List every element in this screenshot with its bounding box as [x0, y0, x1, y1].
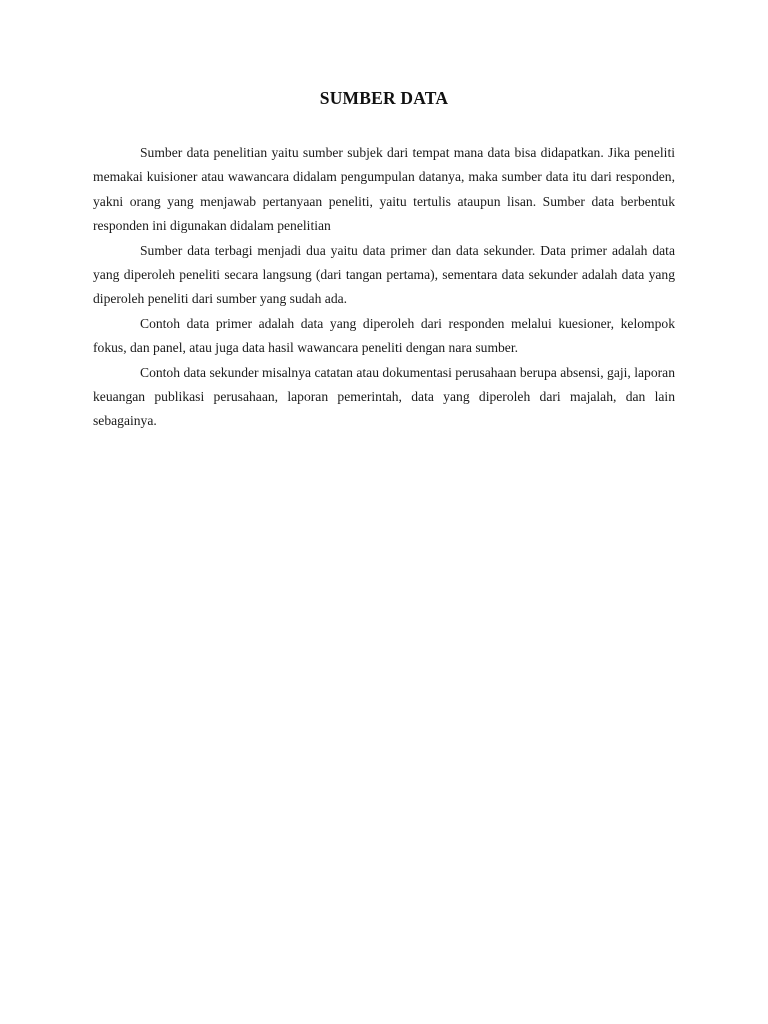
paragraph-contoh-sekunder: Contoh data sekunder misalnya catatan atau dokumentasi perusahaan berupa absensi, gaji, laporan keuangan publikasi perusahaan, laporan pemerintah, data yang diperoleh dari majalah, dan lain sebagainya. [93, 364, 675, 429]
document-body [93, 141, 675, 434]
paragraph-primer-sekunder: Sumber data terbagi menjadi dua yaitu data primer dan data sekunder. Data primer adalah data yang diperoleh peneliti secara langsung (dari tangan pertama), sementara data sekunder adalah data yang diperoleh peneliti dari sumber yang sudah ada. [93, 242, 675, 307]
paragraph-sumber-data-definition: Sumber data penelitian yaitu sumber subjek dari tempat mana data bisa didapatkan. Jika peneliti memakai kuisioner atau wawancara didalam pengumpulan datanya, maka sumber data itu dari responden, yakni orang yang menjawab pertanyaan peneliti, yaitu tertulis ataupun lisan. Sumber data berbentuk responden ini digunakan didalam penelitian [93, 145, 675, 234]
paragraph-contoh-primer: Contoh data primer adalah data yang diperoleh dari responden melalui kuesioner, kelompok fokus, dan panel, atau juga data hasil wawancara peneliti dengan nara sumber. [93, 315, 675, 356]
document-title: SUMBER DATA [319, 88, 449, 108]
